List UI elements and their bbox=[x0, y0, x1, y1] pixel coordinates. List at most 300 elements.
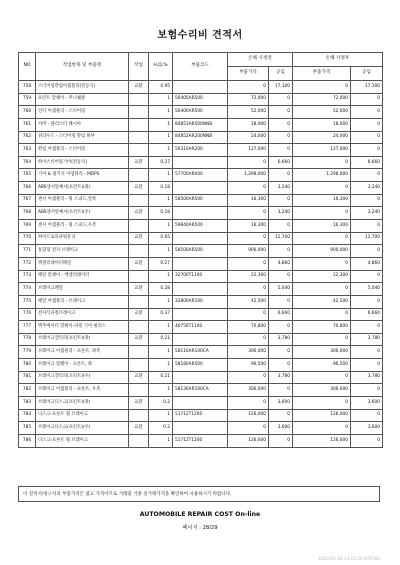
row-hq: 0.65 bbox=[149, 232, 173, 245]
row-after-parts: 126,000 bbox=[293, 434, 351, 447]
row-before-parts: 24,000 bbox=[228, 131, 269, 144]
row-after-labor: 0 bbox=[351, 144, 383, 157]
row-hq: 1 bbox=[149, 384, 173, 397]
row-before-parts: 22,300 bbox=[228, 270, 269, 283]
row-after-labor: 0 bbox=[351, 434, 383, 447]
row-work: 교환 bbox=[129, 308, 149, 321]
row-code: 58500AR500 bbox=[173, 245, 228, 258]
row-before-parts: 0 bbox=[228, 81, 269, 94]
row-hq: 1 bbox=[149, 359, 173, 372]
row-hq: 0.21 bbox=[149, 333, 173, 346]
row-work bbox=[129, 409, 149, 422]
row-after-labor: 0 bbox=[351, 131, 383, 144]
row-code: 46756T1100 bbox=[173, 321, 228, 334]
row-work bbox=[129, 359, 149, 372]
table-row bbox=[19, 295, 383, 308]
row-before-parts: 0 bbox=[228, 308, 269, 321]
row-after-parts: 126,000 bbox=[293, 409, 351, 422]
row-code: 56310AR200 bbox=[173, 144, 228, 157]
row-before-parts: 0 bbox=[228, 371, 269, 384]
row-before-labor: 0 bbox=[269, 245, 293, 258]
row-after-parts: 16,300 bbox=[293, 194, 351, 207]
table-body bbox=[19, 81, 383, 448]
table-row bbox=[19, 257, 383, 270]
row-before-parts: 0 bbox=[228, 422, 269, 435]
row-after-labor: 0 bbox=[351, 384, 383, 397]
footer-title: AUTOMOBILE REPAIR COST On-line bbox=[139, 511, 261, 518]
row-item: 페달 맞쇄이 - 액셀러레이터 bbox=[36, 270, 129, 283]
row-hq: 0.37 bbox=[149, 308, 173, 321]
row-item: 브레이크 맞쇄이 - 프론트, 좌 bbox=[36, 359, 129, 372]
table-row bbox=[19, 270, 383, 283]
row-after-parts: 0 bbox=[293, 283, 351, 296]
row-item: 액셀러레이터페달 bbox=[36, 257, 129, 270]
row-hq: 1 bbox=[149, 194, 173, 207]
row-hq: 1 bbox=[149, 93, 173, 106]
row-hq: 1 bbox=[149, 321, 173, 334]
row-code: 58180AR500 bbox=[173, 359, 228, 372]
row-after-labor: 3,240 bbox=[351, 182, 383, 195]
row-code: 32700T1100 bbox=[173, 270, 228, 283]
row-no: 781 bbox=[19, 371, 36, 384]
table-row bbox=[19, 93, 383, 106]
row-before-labor: 0 bbox=[269, 93, 293, 106]
table-row bbox=[19, 106, 383, 119]
row-before-labor: 0 bbox=[269, 384, 293, 397]
row-before-labor: 0 bbox=[269, 220, 293, 233]
row-after-labor: 4,860 bbox=[351, 257, 383, 270]
row-after-labor: 0 bbox=[351, 118, 383, 131]
row-item: 하이드로릭파워유닛 bbox=[36, 232, 129, 245]
row-after-parts: 18,000 bbox=[293, 118, 351, 131]
row-after-labor: 0 bbox=[351, 169, 383, 182]
row-before-labor: 4,860 bbox=[269, 257, 293, 270]
table-row bbox=[19, 207, 383, 220]
table-row bbox=[19, 118, 383, 131]
row-code bbox=[173, 207, 228, 220]
row-no: 766 bbox=[19, 182, 36, 195]
row-hq: 0.2 bbox=[149, 422, 173, 435]
row-after-labor: 0 bbox=[351, 409, 383, 422]
row-work: 교환 bbox=[129, 156, 149, 169]
row-hq: 0.37 bbox=[149, 156, 173, 169]
row-item: 센서 어셈블리 - 휠 스피드,앞쪽 bbox=[36, 194, 129, 207]
row-after-parts: 0 bbox=[293, 422, 351, 435]
row-before-parts: 127,000 bbox=[228, 144, 269, 157]
row-hq: 1 bbox=[149, 169, 173, 182]
row-before-parts: 16,300 bbox=[228, 194, 269, 207]
row-code bbox=[173, 283, 228, 296]
row-item: 브레이크페달 bbox=[36, 283, 129, 296]
row-no: 775 bbox=[19, 295, 36, 308]
row-item: 디스크-프론트 휠 브레이크 bbox=[36, 434, 129, 447]
row-item: 센서 어셈블리 - 휠 스피드,우측 bbox=[36, 220, 129, 233]
row-after-labor: 17,100 bbox=[351, 81, 383, 94]
table-row bbox=[19, 131, 383, 144]
row-work bbox=[129, 144, 149, 157]
row-before-labor: 5,040 bbox=[269, 283, 293, 296]
row-before-parts: 306,000 bbox=[228, 346, 269, 359]
table-row bbox=[19, 397, 383, 410]
row-before-labor: 0 bbox=[269, 194, 293, 207]
header-after-parts: 부품가격 bbox=[293, 67, 351, 81]
row-before-parts: 72,000 bbox=[228, 93, 269, 106]
table-row bbox=[19, 245, 383, 258]
row-before-parts: 52,000 bbox=[228, 106, 269, 119]
row-code: 59840AR500 bbox=[173, 220, 228, 233]
row-after-parts: 96,500 bbox=[293, 359, 351, 372]
row-work bbox=[129, 131, 149, 144]
row-work bbox=[129, 93, 149, 106]
row-item: 브레이크디스크(프런트)(우) bbox=[36, 422, 129, 435]
row-before-parts: 0 bbox=[228, 257, 269, 270]
row-before-labor: 3,780 bbox=[269, 333, 293, 346]
row-code: 51712T1200 bbox=[173, 434, 228, 447]
row-hq: 0.21 bbox=[149, 371, 173, 384]
row-no: 760 bbox=[19, 106, 36, 119]
print-timestamp: 2023-03-18 14:15:29 870786 bbox=[318, 556, 380, 561]
row-after-parts: 306,000 bbox=[293, 384, 351, 397]
row-item: 프런트 맞쇄이 - 무니쉐클 bbox=[36, 93, 129, 106]
row-no: 762 bbox=[19, 131, 36, 144]
row-item: 통합형 전자 브레이크 bbox=[36, 245, 129, 258]
row-item: 브레이크 어셈블리 - 프론트, 우측 bbox=[36, 384, 129, 397]
row-work: 교환 bbox=[129, 182, 149, 195]
row-before-labor: 11,700 bbox=[269, 232, 293, 245]
row-before-labor: 0 bbox=[269, 321, 293, 334]
row-code: 58500AR500 bbox=[173, 194, 228, 207]
row-before-labor: 6,660 bbox=[269, 308, 293, 321]
row-after-parts: 22,300 bbox=[293, 270, 351, 283]
row-after-labor: 11,700 bbox=[351, 232, 383, 245]
row-before-labor: 3,780 bbox=[269, 371, 293, 384]
row-before-parts: 42,500 bbox=[228, 295, 269, 308]
row-after-labor: 0 bbox=[351, 346, 383, 359]
row-code: 58130AR100CA bbox=[173, 384, 228, 397]
row-no: 779 bbox=[19, 346, 36, 359]
row-work bbox=[129, 434, 149, 447]
row-no: 758 bbox=[19, 81, 36, 94]
row-before-labor: 0 bbox=[269, 118, 293, 131]
table-row bbox=[19, 182, 383, 195]
row-no: 772 bbox=[19, 257, 36, 270]
row-code bbox=[173, 182, 228, 195]
table-row bbox=[19, 409, 383, 422]
row-before-labor: 0 bbox=[269, 131, 293, 144]
row-after-parts: 0 bbox=[293, 182, 351, 195]
table-row bbox=[19, 371, 383, 384]
row-no: 765 bbox=[19, 169, 36, 182]
row-before-parts: 96,500 bbox=[228, 359, 269, 372]
row-work bbox=[129, 270, 149, 283]
row-hq: 1 bbox=[149, 131, 173, 144]
row-no: 761 bbox=[19, 118, 36, 131]
row-before-labor: 0 bbox=[269, 434, 293, 447]
row-work: 교환 bbox=[129, 333, 149, 346]
row-after-labor: 6,660 bbox=[351, 156, 383, 169]
row-after-parts: 24,000 bbox=[293, 131, 351, 144]
row-after-labor: 0 bbox=[351, 270, 383, 283]
row-item: 디스크-프론트 휠 브레이크 bbox=[36, 409, 129, 422]
row-item: 커버 - 클러스터 패시아 bbox=[36, 118, 129, 131]
row-after-parts: 306,000 bbox=[293, 346, 351, 359]
row-code bbox=[173, 371, 228, 384]
row-after-parts: 0 bbox=[293, 232, 351, 245]
row-after-labor: 0 bbox=[351, 321, 383, 334]
row-hq: 1 bbox=[149, 245, 173, 258]
row-item: 칼럼 어셈블리 - 스티어링 bbox=[36, 144, 129, 157]
row-no: 763 bbox=[19, 144, 36, 157]
row-before-labor: 3,240 bbox=[269, 182, 293, 195]
row-before-parts: 0 bbox=[228, 283, 269, 296]
row-after-labor: 0 bbox=[351, 93, 383, 106]
row-before-labor: 17,100 bbox=[269, 81, 293, 94]
row-hq: 0.18 bbox=[149, 182, 173, 195]
row-before-labor: 3,240 bbox=[269, 207, 293, 220]
row-item: 쉬라우드 - 스티어링 칼럼 하부 bbox=[36, 131, 129, 144]
row-hq: 0.95 bbox=[149, 81, 173, 94]
row-after-parts: 0 bbox=[293, 333, 351, 346]
row-before-parts: 0 bbox=[228, 207, 269, 220]
row-after-labor: 3,780 bbox=[351, 371, 383, 384]
row-after-parts: 0 bbox=[293, 207, 351, 220]
row-hq: 1 bbox=[149, 434, 173, 447]
row-before-labor: 0 bbox=[269, 346, 293, 359]
table-row bbox=[19, 81, 383, 94]
row-item: 하이스티어링기어(전동식) bbox=[36, 156, 129, 169]
notice-box bbox=[18, 486, 380, 502]
row-after-labor: 0 bbox=[351, 220, 383, 233]
row-item: 전자식파킹브레이크 bbox=[36, 308, 129, 321]
row-no: 786 bbox=[19, 434, 36, 447]
row-work: 교환 bbox=[129, 207, 149, 220]
table-row bbox=[19, 220, 383, 233]
row-no: 778 bbox=[19, 333, 36, 346]
header-after-labor: 공임 bbox=[351, 67, 383, 81]
row-item: ABS센서앞쎄서(프런트)(우) bbox=[36, 207, 129, 220]
row-work bbox=[129, 118, 149, 131]
row-work bbox=[129, 169, 149, 182]
row-after-parts: 0 bbox=[293, 156, 351, 169]
header-before-labor: 공임 bbox=[269, 67, 293, 81]
row-no: 771 bbox=[19, 245, 36, 258]
row-after-parts: 0 bbox=[293, 371, 351, 384]
row-no: 783 bbox=[19, 397, 36, 410]
row-after-labor: 3,780 bbox=[351, 333, 383, 346]
header-no: NO bbox=[19, 53, 36, 81]
row-work: 교환 bbox=[129, 257, 149, 270]
row-after-parts: 127,000 bbox=[293, 144, 351, 157]
row-item: 기어 & 링키지 어셈블리 - MDPS bbox=[36, 169, 129, 182]
row-after-parts: 0 bbox=[293, 397, 351, 410]
row-after-labor: 0 bbox=[351, 359, 383, 372]
row-code: 56405AR500 bbox=[173, 93, 228, 106]
row-code: 51712T1200 bbox=[173, 409, 228, 422]
row-hq: 0.28 bbox=[149, 283, 173, 296]
row-code bbox=[173, 156, 228, 169]
row-hq: 1 bbox=[149, 144, 173, 157]
row-hq: 0.18 bbox=[149, 207, 173, 220]
row-work bbox=[129, 384, 149, 397]
row-code bbox=[173, 333, 228, 346]
header-hq: H,Q,% bbox=[149, 53, 173, 81]
table-row bbox=[19, 156, 383, 169]
row-no: 769 bbox=[19, 220, 36, 233]
row-item: 스티어링칼럼어셈블리(전동식) bbox=[36, 81, 129, 94]
table-row bbox=[19, 359, 383, 372]
table-row bbox=[19, 346, 383, 359]
row-before-parts: 900,000 bbox=[228, 245, 269, 258]
row-item: 브레이크캘리퍼(프런트)(우) bbox=[36, 371, 129, 384]
table-row bbox=[19, 232, 383, 245]
row-before-parts: 0 bbox=[228, 156, 269, 169]
row-before-labor: 3,600 bbox=[269, 422, 293, 435]
header-after: 손해 사정후 bbox=[293, 53, 383, 67]
row-before-labor: 0 bbox=[269, 409, 293, 422]
row-code: 84853AR500NNB bbox=[173, 118, 228, 131]
row-no: 780 bbox=[19, 359, 36, 372]
row-before-parts: 70,800 bbox=[228, 321, 269, 334]
row-code bbox=[173, 257, 228, 270]
row-before-parts: 126,000 bbox=[228, 434, 269, 447]
row-work: 교환 bbox=[129, 283, 149, 296]
row-hq: 1 bbox=[149, 106, 173, 119]
row-work: 교환 bbox=[129, 397, 149, 410]
row-code bbox=[173, 308, 228, 321]
row-item: 브레이크디스크(프런트)(좌) bbox=[36, 397, 129, 410]
row-no: 782 bbox=[19, 384, 36, 397]
row-code: 32800AR100 bbox=[173, 295, 228, 308]
table-row bbox=[19, 144, 383, 157]
row-code bbox=[173, 422, 228, 435]
row-hq: 1 bbox=[149, 295, 173, 308]
row-before-labor: 0 bbox=[269, 169, 293, 182]
row-before-labor: 3,600 bbox=[269, 397, 293, 410]
table-row bbox=[19, 434, 383, 447]
row-after-labor: 0 bbox=[351, 245, 383, 258]
row-code bbox=[173, 397, 228, 410]
row-code: 57700AR000 bbox=[173, 169, 228, 182]
row-before-parts: 306,000 bbox=[228, 384, 269, 397]
row-code: 84852AR200NNB bbox=[173, 131, 228, 144]
row-after-labor: 3,240 bbox=[351, 207, 383, 220]
header-work: 작업 bbox=[129, 53, 149, 81]
row-after-labor: 5,040 bbox=[351, 283, 383, 296]
row-before-labor: 6,660 bbox=[269, 156, 293, 169]
row-work bbox=[129, 295, 149, 308]
header-item: 작업항목 및 부품명 bbox=[36, 53, 129, 81]
notice-text: 이 견적서/청구서의 부품가격은 참고 가격이므로 거래및 거종 실거래가격을 확인하여 사용하시기 바랍니다. bbox=[23, 492, 232, 497]
row-no: 773 bbox=[19, 270, 36, 283]
row-no: 777 bbox=[19, 321, 36, 334]
table-row bbox=[19, 333, 383, 346]
row-no: 774 bbox=[19, 283, 36, 296]
row-no: 770 bbox=[19, 232, 36, 245]
row-after-parts: 0 bbox=[293, 81, 351, 94]
row-after-parts: 0 bbox=[293, 257, 351, 270]
row-work: 교환 bbox=[129, 422, 149, 435]
row-code: 58110AR100CA bbox=[173, 346, 228, 359]
document-title: 보험수리비 견적서 bbox=[157, 30, 243, 41]
row-no: 785 bbox=[19, 422, 36, 435]
row-after-labor: 0 bbox=[351, 295, 383, 308]
table-row bbox=[19, 384, 383, 397]
row-before-labor: 0 bbox=[269, 295, 293, 308]
row-no: 784 bbox=[19, 409, 36, 422]
row-hq: 1 bbox=[149, 220, 173, 233]
row-before-parts: 16,300 bbox=[228, 220, 269, 233]
row-after-labor: 3,600 bbox=[351, 397, 383, 410]
row-item: ABS센서앞쎄서(프런트)(좌) bbox=[36, 182, 129, 195]
row-code bbox=[173, 232, 228, 245]
row-after-parts: 70,800 bbox=[293, 321, 351, 334]
row-work bbox=[129, 321, 149, 334]
table-row bbox=[19, 169, 383, 182]
row-item: 액추에이터 맞쇄이-파킹 기어 필러스 bbox=[36, 321, 129, 334]
row-before-parts: 0 bbox=[228, 182, 269, 195]
row-after-parts: 1,298,000 bbox=[293, 169, 351, 182]
row-item: 인터 어셈블리 - 스티어링 bbox=[36, 106, 129, 119]
row-work: 교환 bbox=[129, 232, 149, 245]
row-after-parts: 0 bbox=[293, 308, 351, 321]
row-before-parts: 1,298,000 bbox=[228, 169, 269, 182]
row-after-labor: 3,600 bbox=[351, 422, 383, 435]
row-item: 브레이크캘리퍼(프런트)(좌) bbox=[36, 333, 129, 346]
header-before-parts: 부품가격 bbox=[228, 67, 269, 81]
row-work bbox=[129, 106, 149, 119]
header-before: 손해 사정전 bbox=[228, 53, 293, 67]
row-before-parts: 0 bbox=[228, 232, 269, 245]
row-hq: 0.27 bbox=[149, 257, 173, 270]
row-after-parts: 900,000 bbox=[293, 245, 351, 258]
row-item: 페달 어셈블리 - 브레이크 bbox=[36, 295, 129, 308]
row-before-labor: 0 bbox=[269, 106, 293, 119]
table-row bbox=[19, 194, 383, 207]
row-no: 768 bbox=[19, 207, 36, 220]
row-after-labor: 0 bbox=[351, 106, 383, 119]
estimate-table bbox=[18, 52, 383, 448]
table-row bbox=[19, 308, 383, 321]
row-before-labor: 0 bbox=[269, 270, 293, 283]
row-before-labor: 0 bbox=[269, 359, 293, 372]
row-work: 교환 bbox=[129, 371, 149, 384]
row-after-labor: 0 bbox=[351, 194, 383, 207]
row-after-parts: 72,000 bbox=[293, 93, 351, 106]
page-number: 페이지 : 28/29 bbox=[182, 525, 218, 531]
row-code: 56400AR500 bbox=[173, 106, 228, 119]
row-hq: 1 bbox=[149, 118, 173, 131]
row-hq: 1 bbox=[149, 270, 173, 283]
row-work: 교환 bbox=[129, 81, 149, 94]
row-hq: 1 bbox=[149, 346, 173, 359]
row-before-parts: 0 bbox=[228, 397, 269, 410]
row-code bbox=[173, 81, 228, 94]
row-work bbox=[129, 194, 149, 207]
row-no: 759 bbox=[19, 93, 36, 106]
row-no: 776 bbox=[19, 308, 36, 321]
row-item: 브레이크 어셈블리 - 프론트, 좌측 bbox=[36, 346, 129, 359]
row-after-parts: 52,000 bbox=[293, 106, 351, 119]
header-code: 부품코드 bbox=[173, 53, 228, 81]
row-before-labor: 0 bbox=[269, 144, 293, 157]
row-hq: 0.2 bbox=[149, 397, 173, 410]
table-row bbox=[19, 422, 383, 435]
row-before-parts: 126,000 bbox=[228, 409, 269, 422]
row-hq: 1 bbox=[149, 409, 173, 422]
row-after-parts: 42,500 bbox=[293, 295, 351, 308]
row-work bbox=[129, 346, 149, 359]
table-row bbox=[19, 283, 383, 296]
